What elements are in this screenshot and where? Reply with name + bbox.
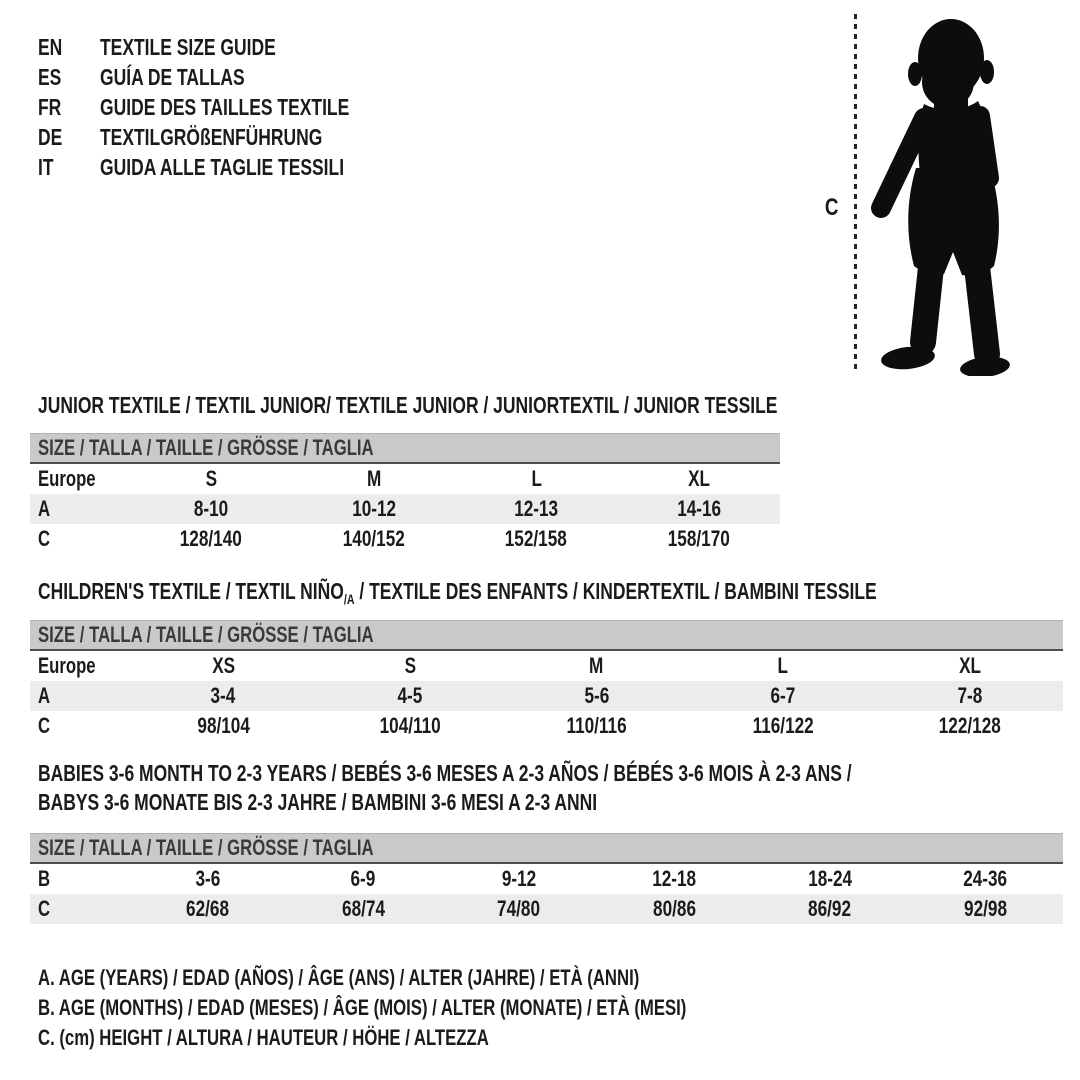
size-cell: S — [404, 653, 416, 678]
babies-title-line1: BABIES 3-6 MONTH TO 2-3 YEARS / BEBÉS 3-6 MESES A 2-3 AÑOS / BÉBÉS 3-6 MOIS À 2-3 ANS / — [38, 760, 852, 786]
size-cell: XS — [211, 653, 235, 678]
value-cell: 92/98 — [963, 896, 1007, 921]
height-dotted-line — [854, 14, 857, 374]
value-cell: 14-16 — [676, 496, 721, 521]
language-code: DE — [38, 123, 63, 150]
babies-section-title — [38, 759, 1080, 817]
children-section-title: CHILDREN'S TEXTILE / TEXTIL $NIÑO_{/A}$ / TEXTILE DES ENFANTS / KINDERTEXTIL / BAMBINI TESSILE — [38, 578, 877, 607]
value-cell: 110/116 — [566, 713, 627, 738]
height-measure-label: C — [825, 194, 839, 221]
size-header-label: SIZE / TALLA / TAILLE / GRÖSSE / TAGLIA — [38, 435, 374, 460]
language-row-en — [38, 32, 428, 62]
value-cell: 104/110 — [379, 713, 441, 738]
table-row-height — [30, 894, 1063, 924]
size-cell: L — [530, 466, 542, 491]
region-label: Europe — [38, 466, 96, 491]
value-cell: 24-36 — [963, 866, 1008, 891]
size-cell: S — [205, 466, 217, 491]
row-label: B — [38, 866, 51, 891]
measure-legend — [38, 963, 891, 1053]
children-size-table — [30, 620, 1063, 741]
language-row-it — [38, 152, 428, 182]
size-header-label: SIZE / TALLA / TAILLE / GRÖSSE / TAGLIA — [38, 835, 374, 860]
subscript-a: /A — [343, 591, 355, 607]
language-row-fr — [38, 92, 428, 122]
table-row-age-years — [30, 494, 780, 524]
guide-title-en: TEXTILE SIZE GUIDE — [100, 33, 276, 60]
row-label: C — [38, 896, 51, 921]
table-row-region — [30, 650, 1063, 681]
value-cell: 3-4 — [210, 683, 236, 708]
babies-size-table — [30, 833, 1063, 924]
value-cell: 128/140 — [180, 526, 243, 551]
value-cell: 122/128 — [938, 713, 1001, 738]
row-label: A — [38, 683, 51, 708]
legend-age-years: A. AGE (YEARS) / EDAD (AÑOS) / ÂGE (ANS) / ALTER (JAHRE) / ETÀ (ANNI) — [38, 965, 640, 990]
value-cell: 5-6 — [584, 683, 609, 708]
guide-title-es: GUÍA DE TALLAS — [100, 63, 245, 90]
table-row-region — [30, 463, 780, 494]
table-row-age-years — [30, 681, 1063, 711]
table-header-bar — [30, 834, 1063, 864]
value-cell: 10-12 — [351, 496, 396, 521]
language-title-list — [38, 32, 428, 182]
guide-title-de: TEXTILGRÖßENFÜHRUNG — [100, 123, 323, 150]
silhouette-leg — [976, 258, 987, 354]
value-cell: 62/68 — [186, 896, 230, 921]
value-cell: 80/86 — [652, 896, 696, 921]
table-header-bar — [30, 434, 780, 464]
value-cell: 12-18 — [652, 866, 697, 891]
value-cell: 6-9 — [350, 866, 376, 891]
value-cell: 140/152 — [342, 526, 405, 551]
table-row-age-months — [30, 863, 1063, 894]
silhouette-leg — [923, 258, 932, 342]
size-cell: XL — [687, 466, 710, 491]
value-cell: 74/80 — [497, 896, 541, 921]
legend-height-cm: C. (cm) HEIGHT / ALTURA / HAUTEUR / HÖHE / ALTEZZA — [38, 1025, 489, 1050]
value-cell: 68/74 — [341, 896, 385, 921]
silhouette-ear — [908, 62, 922, 86]
value-cell: 152/158 — [505, 526, 568, 551]
silhouette-foot — [959, 354, 1011, 376]
value-cell: 3-6 — [195, 866, 221, 891]
value-cell: 7-8 — [957, 683, 983, 708]
language-code: IT — [38, 153, 54, 180]
table-header-bar — [30, 621, 1063, 651]
value-cell: 6-7 — [770, 683, 796, 708]
table-row-height — [30, 711, 1063, 741]
size-cell: M — [589, 653, 604, 678]
silhouette-arm — [980, 116, 989, 178]
value-cell: 86/92 — [808, 896, 852, 921]
size-cell: XL — [958, 653, 981, 678]
guide-title-fr: GUIDE DES TAILLES TEXTILE — [100, 93, 350, 120]
table-row-height — [30, 524, 780, 554]
toddler-silhouette — [868, 16, 1023, 376]
language-code: FR — [38, 93, 62, 120]
value-cell: 158/170 — [667, 526, 730, 551]
junior-size-table — [30, 433, 780, 554]
size-header-label: SIZE / TALLA / TAILLE / GRÖSSE / TAGLIA — [38, 622, 374, 647]
row-label: C — [38, 713, 51, 738]
value-cell: 9-12 — [501, 866, 536, 891]
junior-section-title: JUNIOR TEXTILE / TEXTIL JUNIOR/ TEXTILE JUNIOR / JUNIORTEXTIL / JUNIOR TESSILE — [38, 392, 778, 418]
row-label: A — [38, 496, 51, 521]
size-cell: L — [777, 653, 789, 678]
silhouette-ear — [980, 60, 994, 84]
value-cell: 18-24 — [807, 866, 852, 891]
babies-title-line2: BABYS 3-6 MONATE BIS 2-3 JAHRE / BAMBINI 3-6 MESI A 2-3 ANNI — [38, 789, 598, 815]
value-cell: 12-13 — [514, 496, 559, 521]
language-row-es — [38, 62, 428, 92]
legend-age-months: B. AGE (MONTHS) / EDAD (MESES) / ÂGE (MOIS) / ALTER (MONATE) / ETÀ (MESI) — [38, 995, 687, 1020]
value-cell: 4-5 — [397, 683, 423, 708]
size-cell: M — [366, 466, 381, 491]
language-code: EN — [38, 33, 63, 60]
guide-title-it: GUIDA ALLE TAGLIE TESSILI — [100, 153, 345, 180]
row-label: C — [38, 526, 51, 551]
value-cell: 98/104 — [197, 713, 250, 738]
region-label: Europe — [38, 653, 96, 678]
language-row-de — [38, 122, 428, 152]
value-cell: 116/122 — [752, 713, 814, 738]
language-code: ES — [38, 63, 62, 90]
value-cell: 8-10 — [194, 496, 229, 521]
